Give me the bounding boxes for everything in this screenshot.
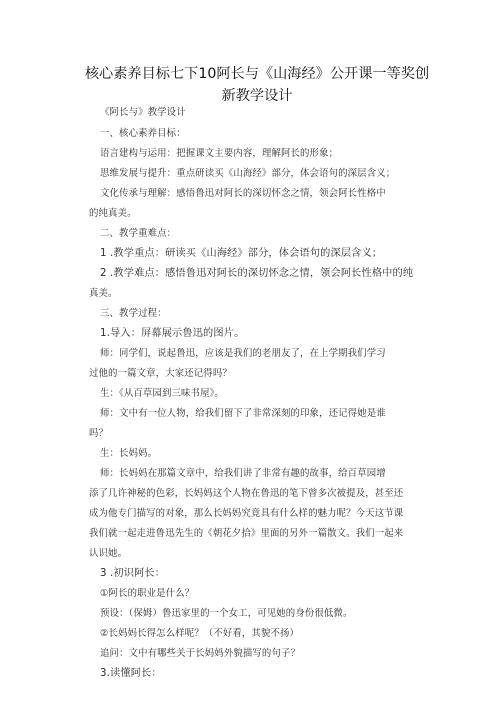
objective-line: 思维发展与提升：重点研读买《山海经》部分，体会语句的深层含义； [100, 168, 396, 179]
dialogue-continuation: 认识她。 [89, 548, 128, 559]
dialogue-line: 生：《从百草园到三味书屋》。 [100, 388, 224, 399]
question-line: ②长妈妈长得怎么样呢？（不好看，其貌不扬） [100, 628, 300, 639]
section-heading-process: 三、教学过程： [100, 308, 167, 319]
dialogue-line: 生：长妈妈。 [100, 448, 158, 459]
key-point-line: 1 .教学重点：研读买《山海经》部分，体会语句的深层含义； [100, 248, 383, 259]
process-step-line: 3.读懂阿长： [100, 668, 162, 679]
dialogue-line: 师：长妈妈在那篇文章中，给我们讲了非常有趣的故事，给百草园增 [100, 468, 386, 479]
follow-up-line: 追问：文中有哪些关于长妈妈外貌描写的句子？ [100, 648, 301, 659]
key-point-line: 2 .教学难点：感悟鲁迅对阿长的深切怀念之情，领会阿长性格中的纯 [100, 268, 414, 279]
dialogue-line: 师：文中有一位人物，给我们留下了非常深刻的印象，还记得她是谁 [100, 408, 386, 419]
dialogue-line: 师：同学们，说起鲁迅，应该是我们的老朋友了，在上学期我们学习 [100, 348, 386, 359]
document-title-line-2: 新教学设计 [221, 88, 293, 104]
objective-line: 语言建构与运用：把握课文主要内容，理解阿长的形象； [100, 148, 339, 159]
dialogue-continuation: 过他的一篇文章，大家还记得吗？ [89, 368, 232, 379]
dialogue-continuation: 我们就一起走进鲁迅先生的《朝花夕拾》里面的另外一篇散文。我们一起来 [89, 528, 404, 539]
lesson-subtitle: 《阿长与》教学设计 [100, 107, 186, 118]
dialogue-continuation: 吗？ [89, 428, 109, 439]
dialogue-continuation: 添了几许神秘的色彩，长妈妈这个人物在鲁迅的笔下曾多次被提及，甚至还 [89, 488, 404, 499]
objective-continuation: 的纯真美。 [89, 208, 137, 219]
process-step-line: 3 .初识阿长： [100, 568, 166, 579]
document-title-line-1: 核心素养目标七下10阿长与《山海经》公开课一等奖创 [84, 66, 430, 82]
dialogue-continuation: 成为他专门描写的对象，那么长妈妈究竟具有什么样的魅力呢？今天这节课 [89, 508, 404, 519]
section-heading-key-points: 二、教学重难点： [100, 228, 177, 239]
objective-line: 文化传承与理解：感悟鲁迅对阿长的深切怀念之情，领会阿长性格中 [100, 188, 386, 199]
section-heading-objectives: 一、核心素养目标： [100, 128, 186, 139]
question-line: ①阿长的职业是什么？ [100, 588, 195, 599]
process-step-line: 1.导入：屏幕展示鲁迅的图片。 [100, 328, 245, 339]
answer-line: 预设：（保姆）鲁迅家里的一个女工，可见她的身份很低微。 [100, 608, 353, 619]
key-point-continuation: 真美。 [89, 288, 118, 299]
